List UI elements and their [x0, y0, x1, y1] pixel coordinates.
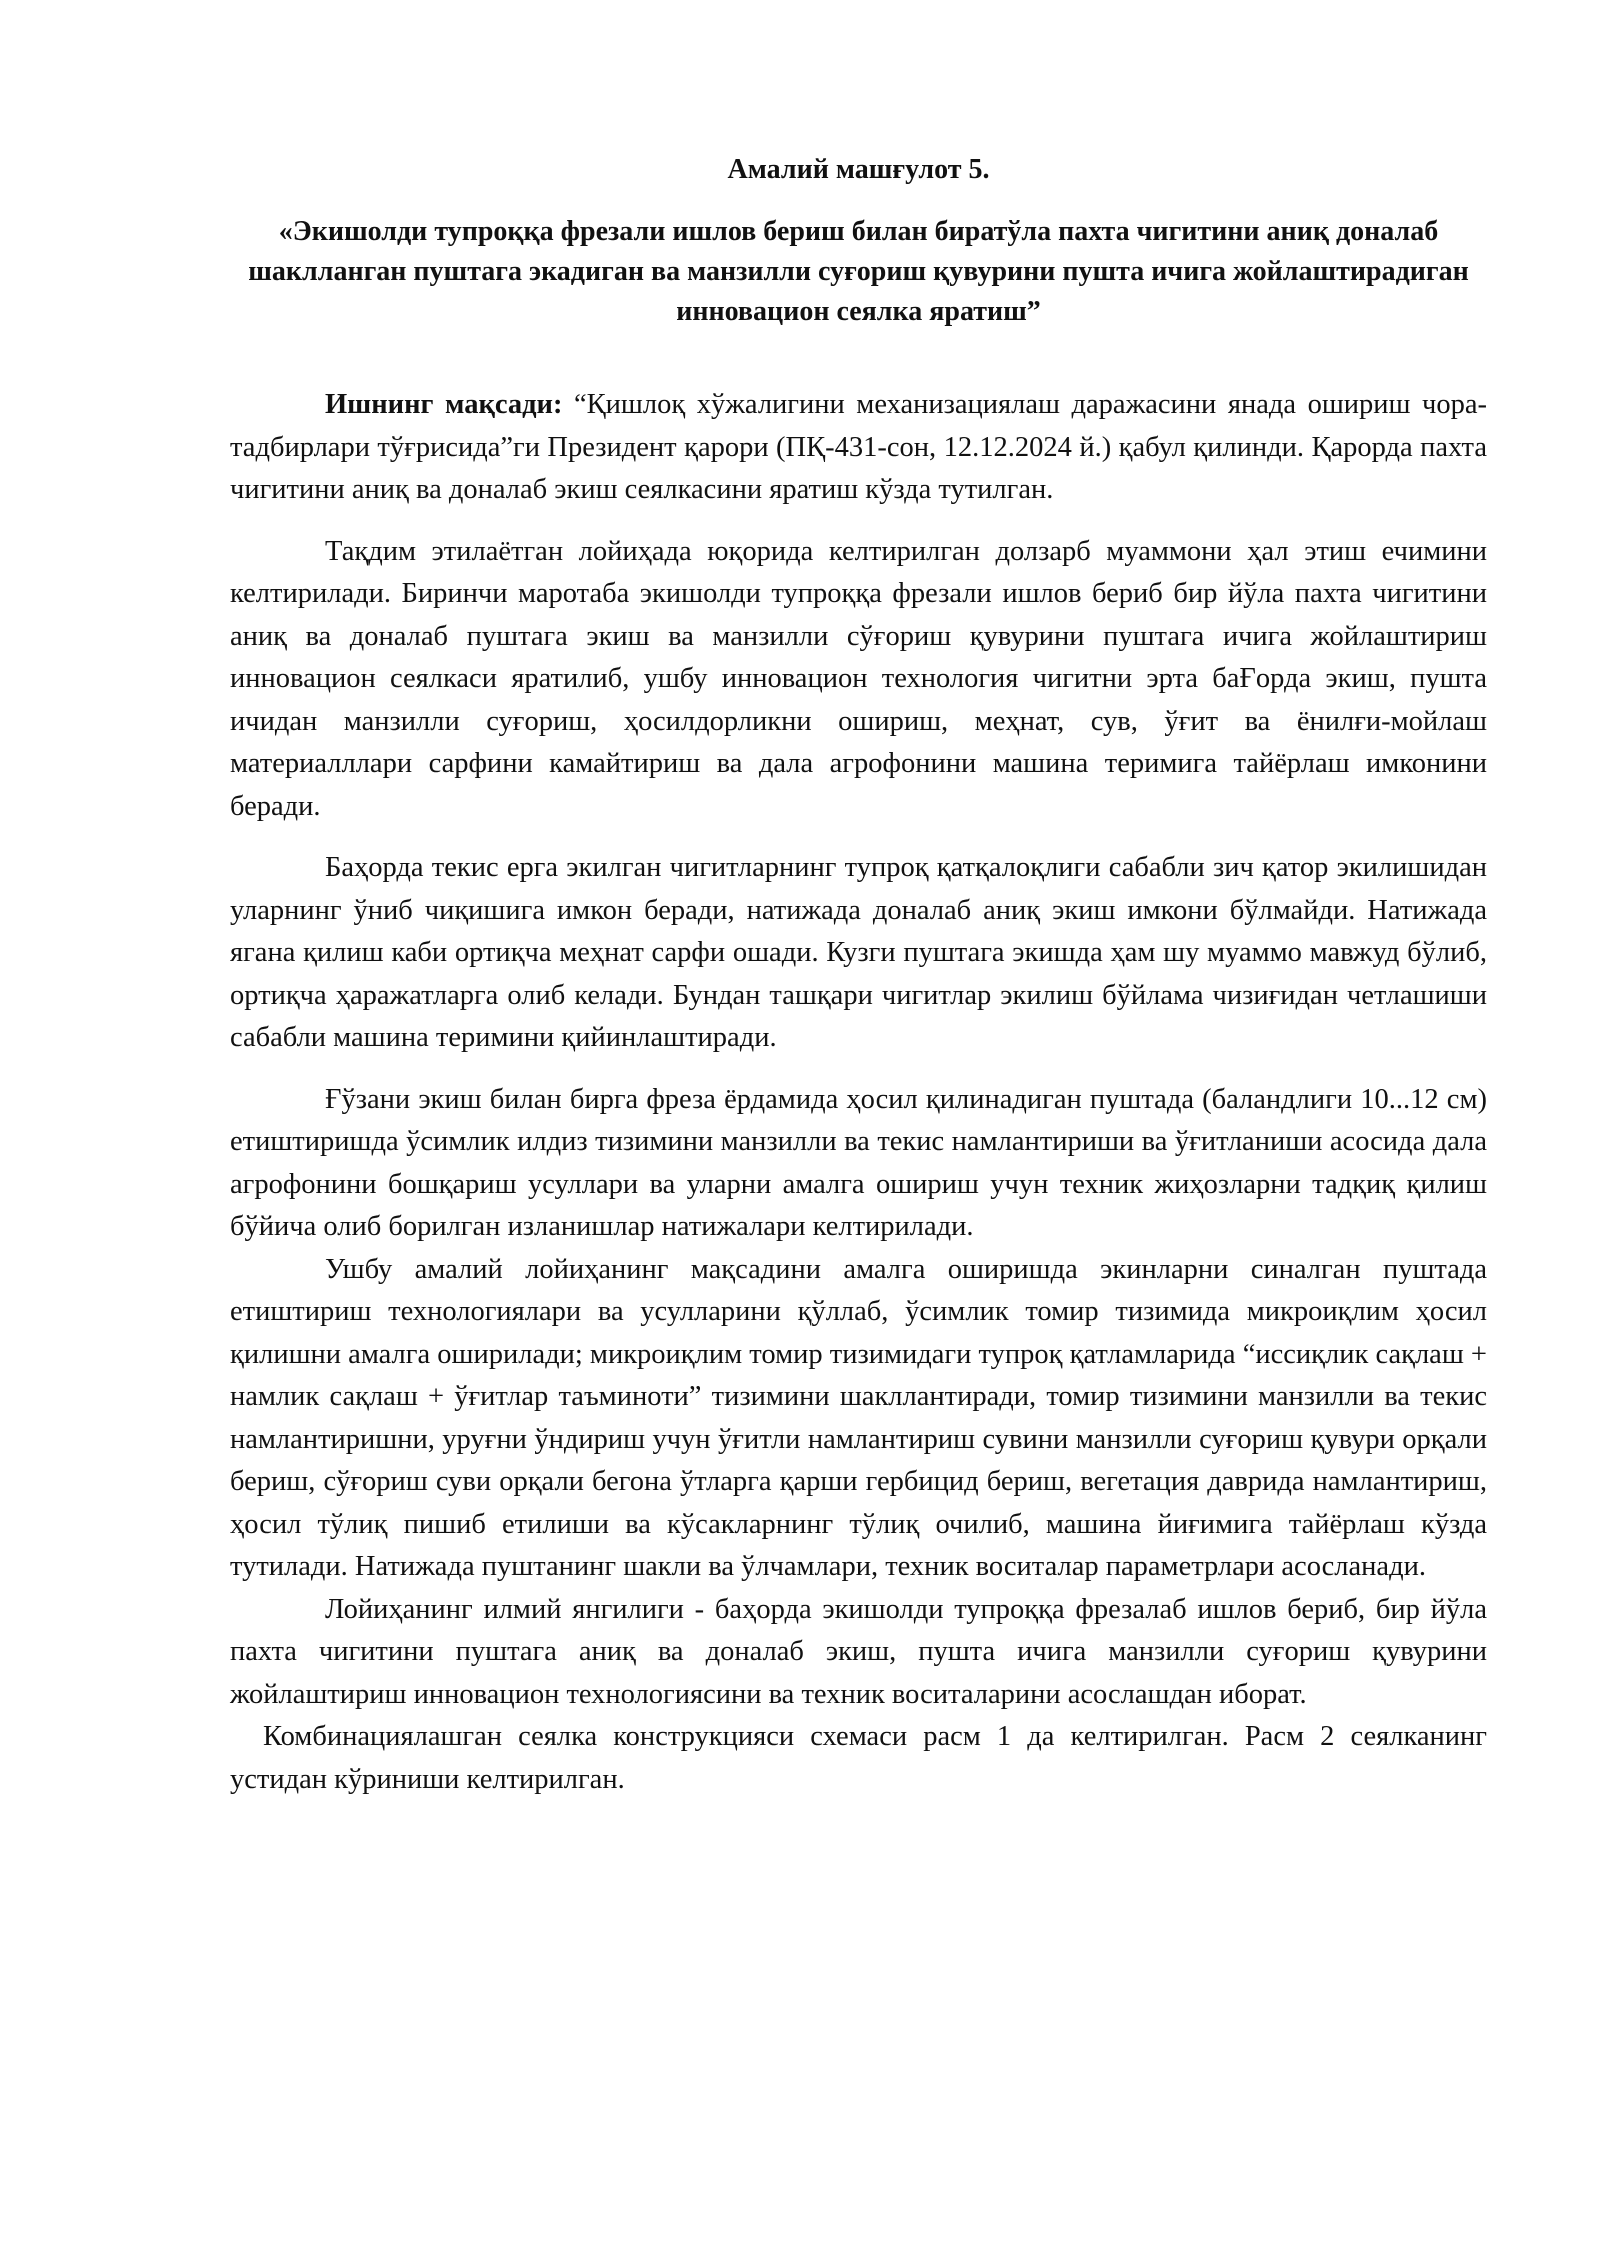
paragraph-scientific-novelty: Лойиҳанинг илмий янгилиги - баҳорда экишолди тупроққа фрезалаб ишлов бериб, бир йўла пахта чигитини пуштага аниқ ва доналаб экиш, пушта ичига манзилли суғориш қувурини жойлаштириш инновацион технологиясини ва техник воситаларини асослашдан иборат. — [230, 1593, 1487, 1710]
paragraph-goal — [230, 384, 1487, 512]
goal-label: Ишнинг мақсади: — [325, 389, 563, 420]
paragraph-problem: Баҳорда текис ерга экилган чигитларнинг тупроқ қатқалоқлиги сабабли зич қатор экилишидан уларнинг ўниб чиқишига имкон беради, натижада доналаб аниқ экиш имкони бўлмайди. Натижада ягана қилиш каби ортиқча меҳнат сарфи ошади. Кузги пуштага экишда ҳам шу муаммо мавжуд бўлиб, ортиқча ҳаражатларга олиб келади. Бундан ташқари чигитлар экилиш бўйлама чизиғидан четлашиши сабабли машина теримини қийинлаштиради. — [230, 852, 1487, 1053]
document-title: Амалий машғулот 5. — [727, 154, 990, 185]
paragraph-figures: Комбинациялашган сеялка конструкцияси схемаси расм 1 да келтирилган. Расм 2 сеялканинг устидан кўриниши келтирилган. — [230, 1721, 1487, 1795]
paragraph-proposal: Тақдим этилаётган лойиҳада юқорида келтирилган долзарб муаммони ҳал этиш ечимини келтирилади. Биринчи маротаба экишолди тупроққа фрезали ишлов бериб бир йўла пахта чигитини аниқ ва доналаб пуштага экиш ва манзилли сўғориш қувурини пуштага ичига жойлаштириш инновацион сеялкаси яратилиб, ушбу инновацион технология чигитни эрта баҒорда экиш, пушта ичидан манзилли суғориш, ҳосилдорликни ошириш, меҳнат, сув, ўғит ва ёнилғи-мойлаш материалллари сарфини камайтириш ва дала агрофонини машина теримига тайёрлаш имконини беради. — [230, 535, 1487, 822]
document-page — [230, 150, 1487, 1801]
paragraph-ridge-cultivation: Ғўзани экиш билан бирга фреза ёрдамида ҳосил қилинадиган пуштада (баландлиги 10...12 см) етиштиришда ўсимлик илдиз тизимини манзилли ва текис намлантириши ва ўғитланиши асосида дала агрофонини бошқариш усуллари ва уларни амалга ошириш учун техник жиҳозларни тадқиқ қилиш бўйича олиб борилган изланишлар натижалари келтирилади. — [230, 1083, 1487, 1242]
document-subtitle: «Экишолди тупроққа фрезали ишлов бериш билан биратўла пахта чигитини аниқ доналаб шаклланган пуштага экадиган ва манзилли суғориш қувурини пушта ичига жойлаштирадиган инновацион сеялка яратиш” — [248, 216, 1469, 327]
goal-text: “Қишлоқ хўжалигини механизациялаш даражасини янада ошириш чора-тадбирлари тўғрисида”ги Президент қарори (ПҚ-431-сон, 12.12.2024 й.) қабул қилинди. Қарорда пахта чигитини аниқ ва доналаб экиш сеялкасини яратиш кўзда тутилган. — [230, 389, 1487, 505]
paragraph-project-aim: Ушбу амалий лойиҳанинг мақсадини амалга оширишда экинларни синалган пуштада етиштириш технологиялари ва усулларини қўллаб, ўсимлик томир тизимида микроиқлим ҳосил қилишни амалга оширилади; микроиқлим томир тизимидаги тупроқ қатламларида “иссиқлик сақлаш + намлик сақлаш + ўғитлар таъминоти” тизимини шакллантиради, томир тизимини манзилли ва текис намлантиришни, уруғни ўндириш учун ўғитли намлантириш сувини манзилли суғориш қувури орқали бериш, сўғориш суви орқали бегона ўтларга қарши гербицид бериш, вегетация даврида намлантириш, ҳосил тўлиқ пишиб етилиши ва кўсакларнинг тўлиқ очилиб, машина йиғимига тайёрлаш кўзда тутилади. Натижада пуштанинг шакли ва ўлчамлари, техник воситалар параметрлари асосланади. — [230, 1253, 1487, 1582]
